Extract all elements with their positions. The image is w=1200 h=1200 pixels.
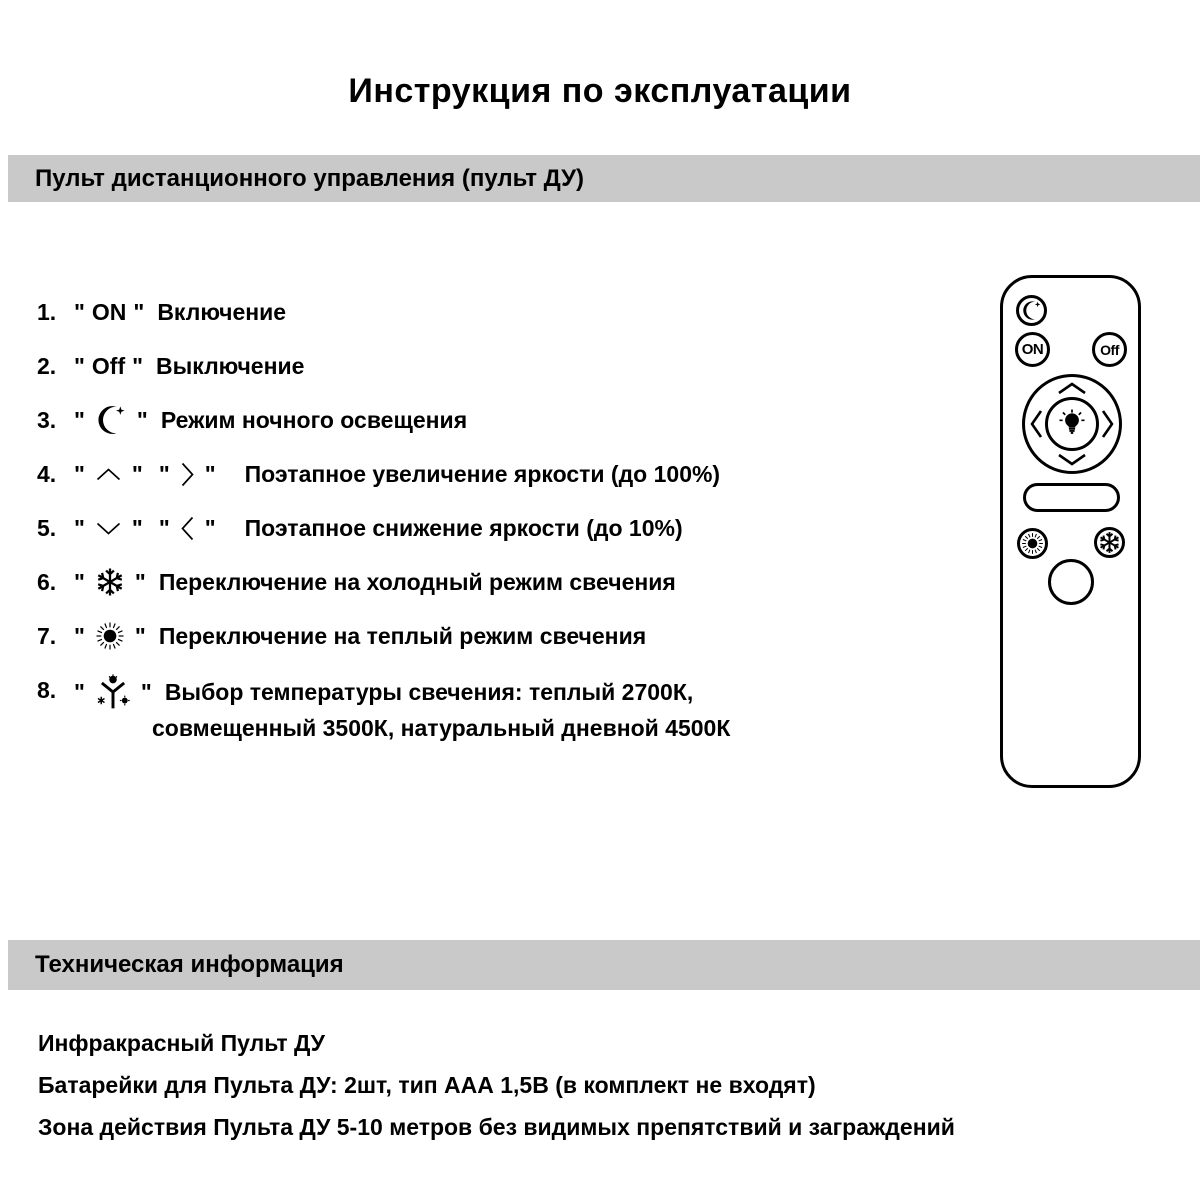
chevron-down-icon: [1056, 452, 1088, 467]
quote-mark: ": [136, 407, 148, 433]
tech-line: Зона действия Пульта ДУ 5-10 метров без видимых препятствий и заграждений: [38, 1114, 955, 1140]
tech-line: Инфракрасный Пульт ДУ: [38, 1030, 325, 1056]
remote-control-illustration: [1000, 275, 1141, 788]
on-button: [1015, 332, 1050, 367]
on-button-label: ON: [1021, 341, 1044, 358]
item-text: Переключение на теплый режим свечения: [158, 622, 647, 649]
color-temperature-mix-icon: [95, 674, 131, 710]
off-button: [1092, 332, 1127, 367]
quote-mark: ": [134, 623, 146, 649]
item-text: Выбор температуры свечения: теплый 2700К,: [164, 678, 694, 705]
quote-mark: ": [131, 515, 143, 541]
item-text: Поэтапное увеличение яркости (до 100%): [244, 460, 721, 487]
blank-pill-button: [1023, 483, 1120, 512]
item-number: 2.: [37, 353, 57, 379]
list-item-3: [37, 404, 957, 458]
instruction-list: [37, 296, 957, 744]
item-number: 5.: [37, 515, 57, 541]
list-item-1: [37, 296, 957, 350]
page-title: Инструкция по эксплуатации: [348, 72, 852, 110]
item-number: 8.: [37, 677, 57, 703]
quote-mark: ": [204, 461, 216, 487]
item-text: Режим ночного освещения: [160, 406, 468, 433]
tech-info: [38, 1028, 955, 1154]
chevron-right-icon: [1100, 408, 1115, 440]
item-text: Переключение на холодный режим свечения: [158, 568, 676, 595]
quote-mark: ": [74, 407, 85, 433]
quote-mark: ": [74, 353, 85, 379]
list-item-6: [37, 566, 957, 620]
item-text: Выключение: [156, 352, 305, 379]
quote-mark: ": [133, 299, 145, 325]
brightness-dpad: [1022, 374, 1122, 474]
off-key-label: Off: [91, 353, 126, 379]
item-number: 1.: [37, 299, 57, 325]
list-item-4: [37, 458, 957, 512]
night-mode-moon-icon: [95, 404, 127, 436]
dpad-center-button: [1045, 397, 1099, 451]
quote-mark: ": [74, 299, 85, 325]
item-number: 7.: [37, 623, 57, 649]
sun-icon: [95, 621, 125, 651]
quote-mark: ": [134, 569, 146, 595]
item-number: 4.: [37, 461, 57, 487]
quote-mark: ": [74, 623, 85, 649]
item-number: 3.: [37, 407, 57, 433]
list-item-7: [37, 620, 957, 674]
sun-icon: [1021, 532, 1044, 555]
chevron-left-icon: [180, 515, 195, 542]
chevron-right-icon: [180, 461, 195, 488]
on-key-label: ON: [91, 299, 127, 325]
quote-mark: ": [140, 679, 152, 705]
snowflake-icon: [95, 567, 125, 597]
tech-line: Батарейки для Пульта ДУ: 2шт, тип ААА 1,5В (в комплект не входят): [38, 1072, 816, 1098]
list-item-2: [37, 350, 957, 404]
item-text: Поэтапное снижение яркости (до 10%): [244, 514, 683, 541]
night-mode-moon-icon: [1021, 300, 1042, 321]
quote-mark: ": [158, 461, 170, 487]
off-button-label: Off: [1100, 341, 1119, 358]
item-text: Включение: [157, 298, 287, 325]
quote-mark: ": [74, 461, 85, 487]
item-number: 6.: [37, 569, 57, 595]
item-text-continued: совмещенный 3500К, натуральный дневной 4500К: [152, 715, 731, 741]
quote-mark: ": [131, 461, 143, 487]
quote-mark: ": [158, 515, 170, 541]
chevron-left-icon: [1029, 408, 1044, 440]
snowflake-icon: [1098, 531, 1121, 554]
chevron-up-icon: [95, 467, 122, 482]
warm-mode-button: [1017, 528, 1048, 559]
quote-mark: ": [74, 679, 85, 705]
list-item-5: [37, 512, 957, 566]
section-heading-tech: [8, 940, 1200, 990]
section-heading-remote: [8, 155, 1200, 202]
quote-mark: ": [74, 569, 85, 595]
quote-mark: ": [132, 353, 144, 379]
chevron-up-icon: [1056, 381, 1088, 396]
section-heading-remote-label: Пульт дистанционного управления (пульт ДУ): [35, 164, 584, 192]
section-heading-tech-label: Техническая информация: [35, 951, 344, 978]
round-button: [1048, 559, 1094, 605]
night-mode-button: [1016, 295, 1047, 326]
quote-mark: ": [204, 515, 216, 541]
cold-mode-button: [1094, 527, 1125, 558]
list-item-8: [37, 674, 957, 744]
quote-mark: ": [74, 515, 85, 541]
chevron-down-icon: [95, 521, 122, 536]
light-bulb-icon: [1057, 408, 1087, 440]
